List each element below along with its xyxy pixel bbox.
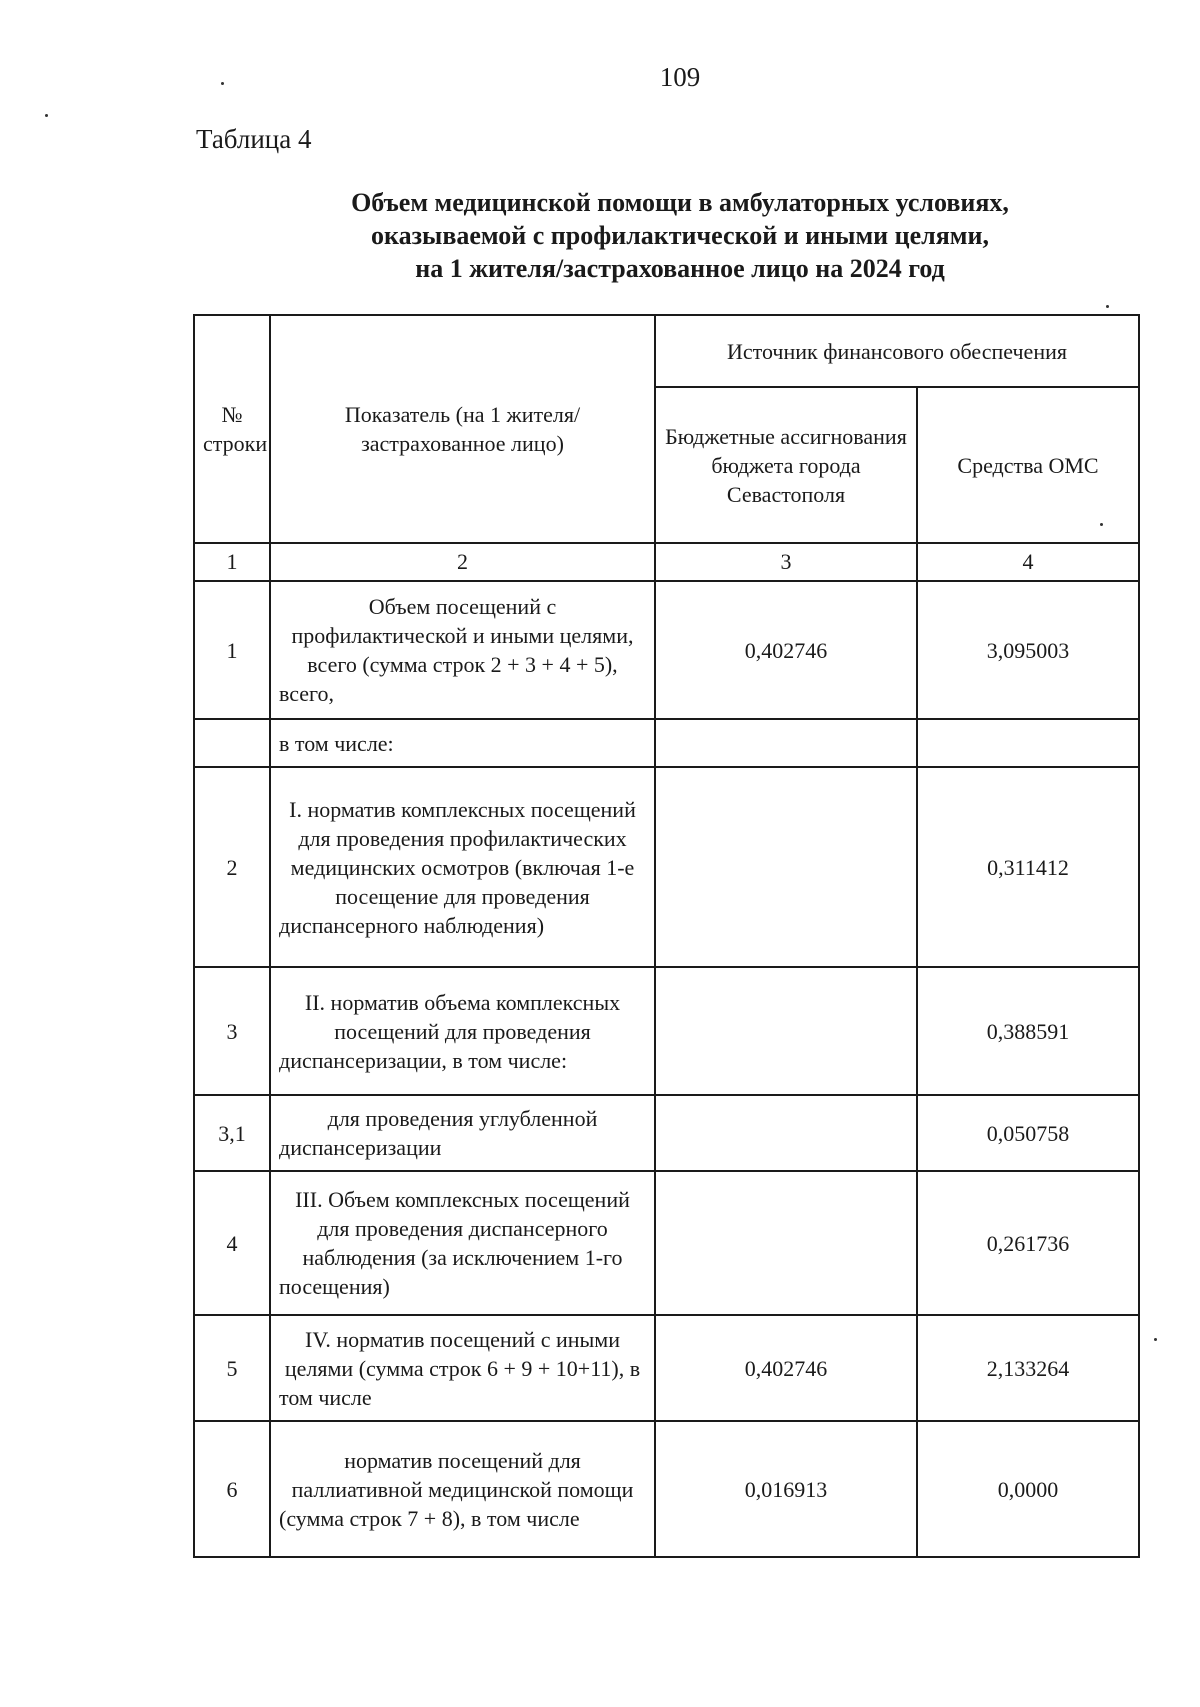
table-row xyxy=(194,767,1139,967)
budget-cell xyxy=(655,1171,917,1315)
column-index-cell: 4 xyxy=(917,543,1139,581)
oms-cell: 0,261736 xyxy=(917,1171,1139,1315)
volume-table xyxy=(193,314,1140,1558)
row-number-cell xyxy=(194,719,270,767)
oms-cell xyxy=(917,719,1139,767)
budget-cell xyxy=(655,967,917,1095)
indicator-cell: Объем посещений с профилактической и иными целями, всего (сумма строк 2 + 3 + 4 + 5), всего, xyxy=(270,581,655,719)
table-caption: Таблица 4 xyxy=(196,124,312,154)
table-row xyxy=(194,1421,1139,1557)
title-line: на 1 жителя/застрахованное лицо на 2024 год xyxy=(415,254,945,283)
row-number-cell: 4 xyxy=(194,1171,270,1315)
scan-speck xyxy=(221,82,224,85)
table-row xyxy=(194,1095,1139,1171)
indicator-cell: норматив посещений для паллиативной медицинской помощи (сумма строк 7 + 8), в том числе xyxy=(270,1421,655,1557)
scan-speck xyxy=(1106,305,1109,308)
row-number-cell: 1 xyxy=(194,581,270,719)
scan-speck xyxy=(45,114,48,117)
row-number-cell: 3,1 xyxy=(194,1095,270,1171)
table-row xyxy=(194,719,1139,767)
column-index-cell: 3 xyxy=(655,543,917,581)
indicator-cell: III. Объем комплексных посещений для проведения диспансерного наблюдения (за исключением 1-го посещения) xyxy=(270,1171,655,1315)
indicator-cell: II. норматив объема комплексных посещений для проведения диспансеризации, в том числе: xyxy=(270,967,655,1095)
oms-cell: 0,388591 xyxy=(917,967,1139,1095)
budget-cell: 0,016913 xyxy=(655,1421,917,1557)
table-row xyxy=(194,967,1139,1095)
scan-speck xyxy=(1154,1338,1157,1341)
table-row xyxy=(194,1171,1139,1315)
page-number: 109 xyxy=(659,62,701,92)
title-line: оказываемой с профилактической и иными целями, xyxy=(370,221,989,250)
row-number-cell: 6 xyxy=(194,1421,270,1557)
header-row-number: № строки xyxy=(194,315,270,543)
title-line: Объем медицинской помощи в амбулаторных условиях, xyxy=(351,188,1009,217)
row-number-cell: 3 xyxy=(194,967,270,1095)
indicator-cell: IV. норматив посещений с иными целями (сумма строк 6 + 9 + 10+11), в том числе xyxy=(270,1315,655,1421)
oms-cell: 0,311412 xyxy=(917,767,1139,967)
row-number-cell: 5 xyxy=(194,1315,270,1421)
row-number-cell: 2 xyxy=(194,767,270,967)
budget-cell xyxy=(655,719,917,767)
column-index-row xyxy=(194,543,1139,581)
header-oms: Средства ОМС xyxy=(917,387,1139,543)
budget-cell xyxy=(655,1095,917,1171)
table-row xyxy=(194,581,1139,719)
oms-cell: 3,095003 xyxy=(917,581,1139,719)
oms-cell: 0,0000 xyxy=(917,1421,1139,1557)
indicator-cell: для проведения углубленной диспансеризации xyxy=(270,1095,655,1171)
column-index-cell: 2 xyxy=(270,543,655,581)
oms-cell: 2,133264 xyxy=(917,1315,1139,1421)
indicator-cell: I. норматив комплексных посещений для проведения профилактических медицинских осмотров (включая 1-е посещение для проведения диспансерного наблюдения) xyxy=(270,767,655,967)
budget-cell xyxy=(655,767,917,967)
column-index-cell: 1 xyxy=(194,543,270,581)
document-title xyxy=(250,186,1110,285)
header-funding-source: Источник финансового обеспечения xyxy=(655,315,1139,387)
header-indicator: Показатель (на 1 жителя/застрахованное лицо) xyxy=(270,315,655,543)
oms-cell: 0,050758 xyxy=(917,1095,1139,1171)
budget-cell: 0,402746 xyxy=(655,581,917,719)
table-row xyxy=(194,1315,1139,1421)
indicator-cell: в том числе: xyxy=(270,719,655,767)
header-budget: Бюджетные ассигнования бюджета города Севастополя xyxy=(655,387,917,543)
budget-cell: 0,402746 xyxy=(655,1315,917,1421)
